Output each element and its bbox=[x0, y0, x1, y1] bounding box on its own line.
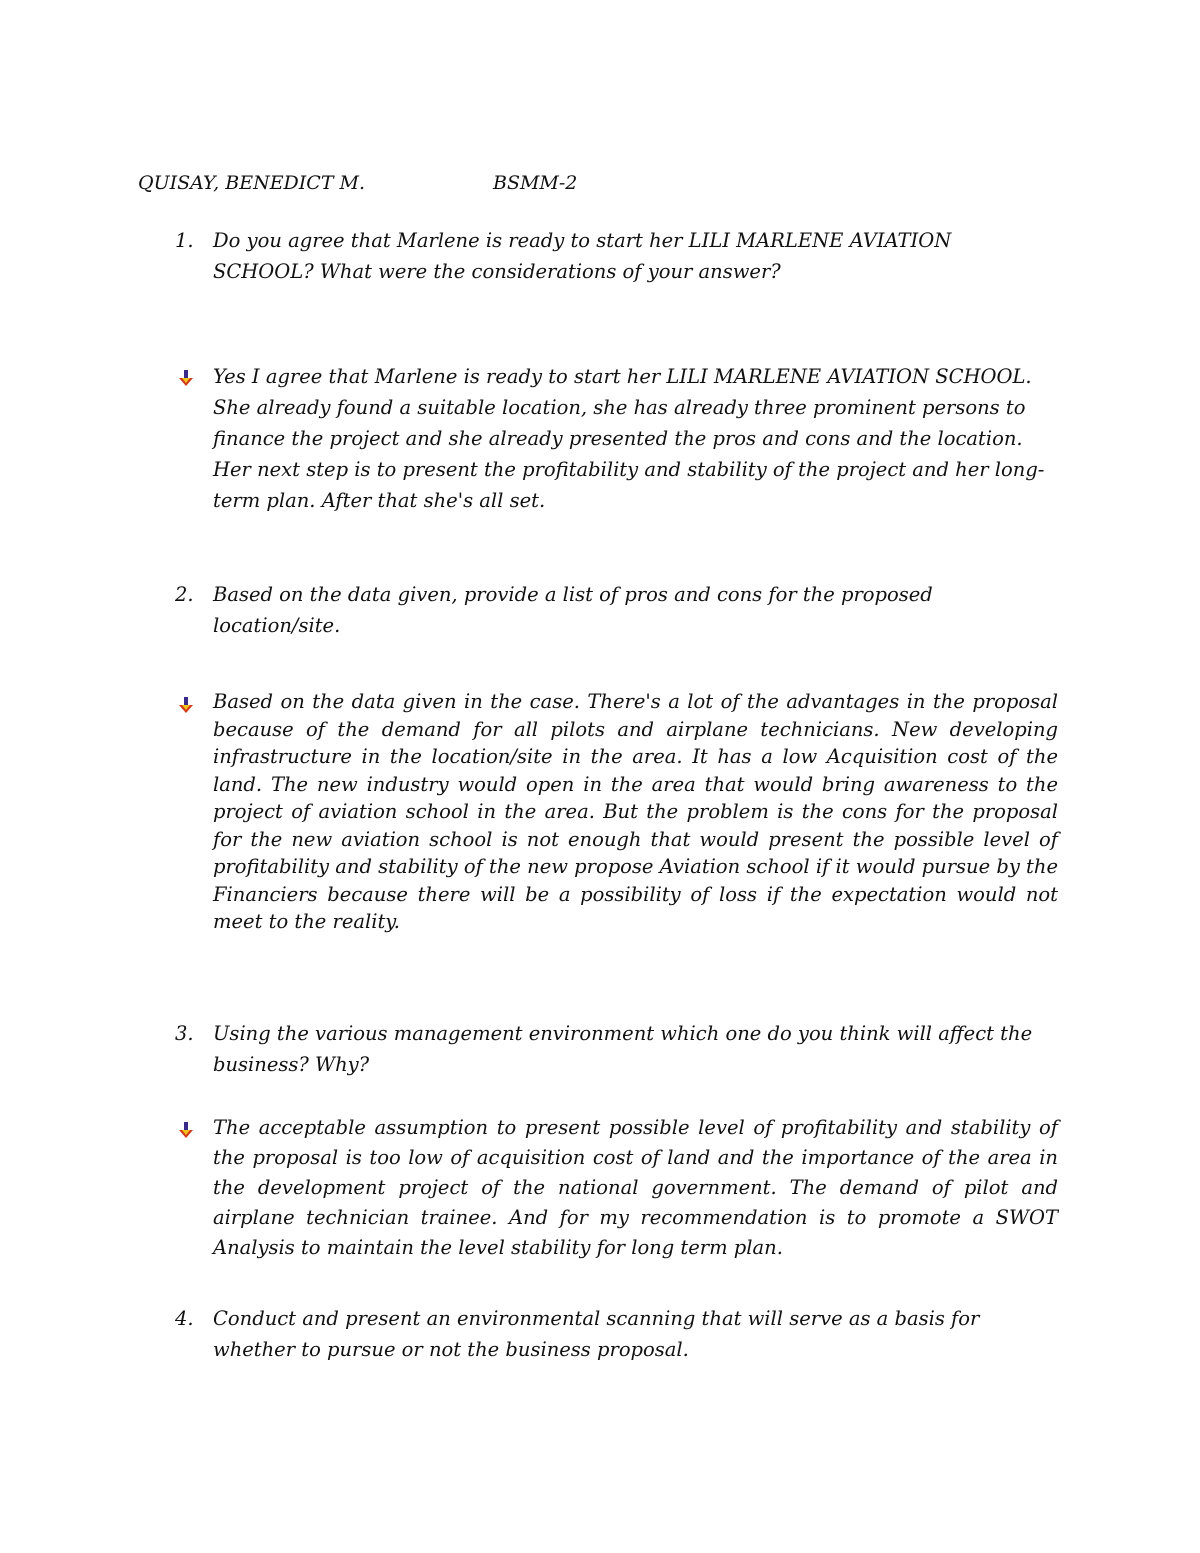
question-number: 3. bbox=[175, 1022, 194, 1045]
student-name: QUISAY, BENEDICT M. bbox=[138, 172, 366, 194]
answer-text: The acceptable assumption to present possible level of profitability and stability of the proposal is too low of acquisition cost of land and the importance of the area in the development project of the national government. The demand of pilot and airplane technician trainee. And for my recommendation is to promote a SWOT Analysis to maintain the level stability for long term plan. bbox=[213, 1116, 1058, 1259]
question-number: 2. bbox=[175, 583, 194, 606]
arrow-down-bullet-icon bbox=[177, 369, 195, 387]
answer-3 bbox=[175, 1113, 1058, 1263]
student-header bbox=[138, 172, 578, 194]
answer-text: Yes I agree that Marlene is ready to start her LILI MARLENE AVIATION SCHOOL. She already found a suitable location, she has already three prominent persons to finance the project and she already presented the pros and cons and the location. Her next step is to present the profitability and stability of the project and her long-term plan. After that she's all set. bbox=[213, 365, 1045, 512]
question-text: Do you agree that Marlene is ready to start her LILI MARLENE AVIATION SCHOOL? What were the considerations of your answer? bbox=[213, 229, 952, 283]
question-3 bbox=[175, 1018, 1058, 1080]
answer-1 bbox=[175, 361, 1058, 516]
question-text: Using the various management environment which one do you think will affect the business? Why? bbox=[213, 1022, 1033, 1076]
answer-2 bbox=[175, 688, 1058, 936]
arrow-down-bullet-icon bbox=[177, 696, 195, 714]
question-text: Conduct and present an environmental scanning that will serve as a basis for whether to pursue or not the business proposal. bbox=[213, 1307, 980, 1361]
question-4 bbox=[175, 1303, 1058, 1365]
question-2 bbox=[175, 579, 1058, 641]
question-number: 1. bbox=[175, 229, 194, 252]
question-1 bbox=[175, 225, 1058, 287]
arrow-down-bullet-icon bbox=[177, 1121, 195, 1139]
question-text: Based on the data given, provide a list of pros and cons for the proposed location/site. bbox=[213, 583, 933, 637]
answer-text: Based on the data given in the case. There's a lot of the advantages in the proposal because of the demand for all pilots and airplane technicians. New developing infrastructure in the location/site in the area. It has a low Acquisition cost of the land. The new industry would open in the area that would bring awareness to the project of aviation school in the area. But the problem is the cons for the proposal for the new aviation school is not enough that would present the possible level of profitability and stability of the new propose Aviation school if it would pursue by the Financiers because there will be a possibility of loss if the expectation would not meet to the reality. bbox=[213, 690, 1058, 933]
course-code: BSMM-2 bbox=[493, 172, 578, 194]
question-number: 4. bbox=[175, 1307, 194, 1330]
